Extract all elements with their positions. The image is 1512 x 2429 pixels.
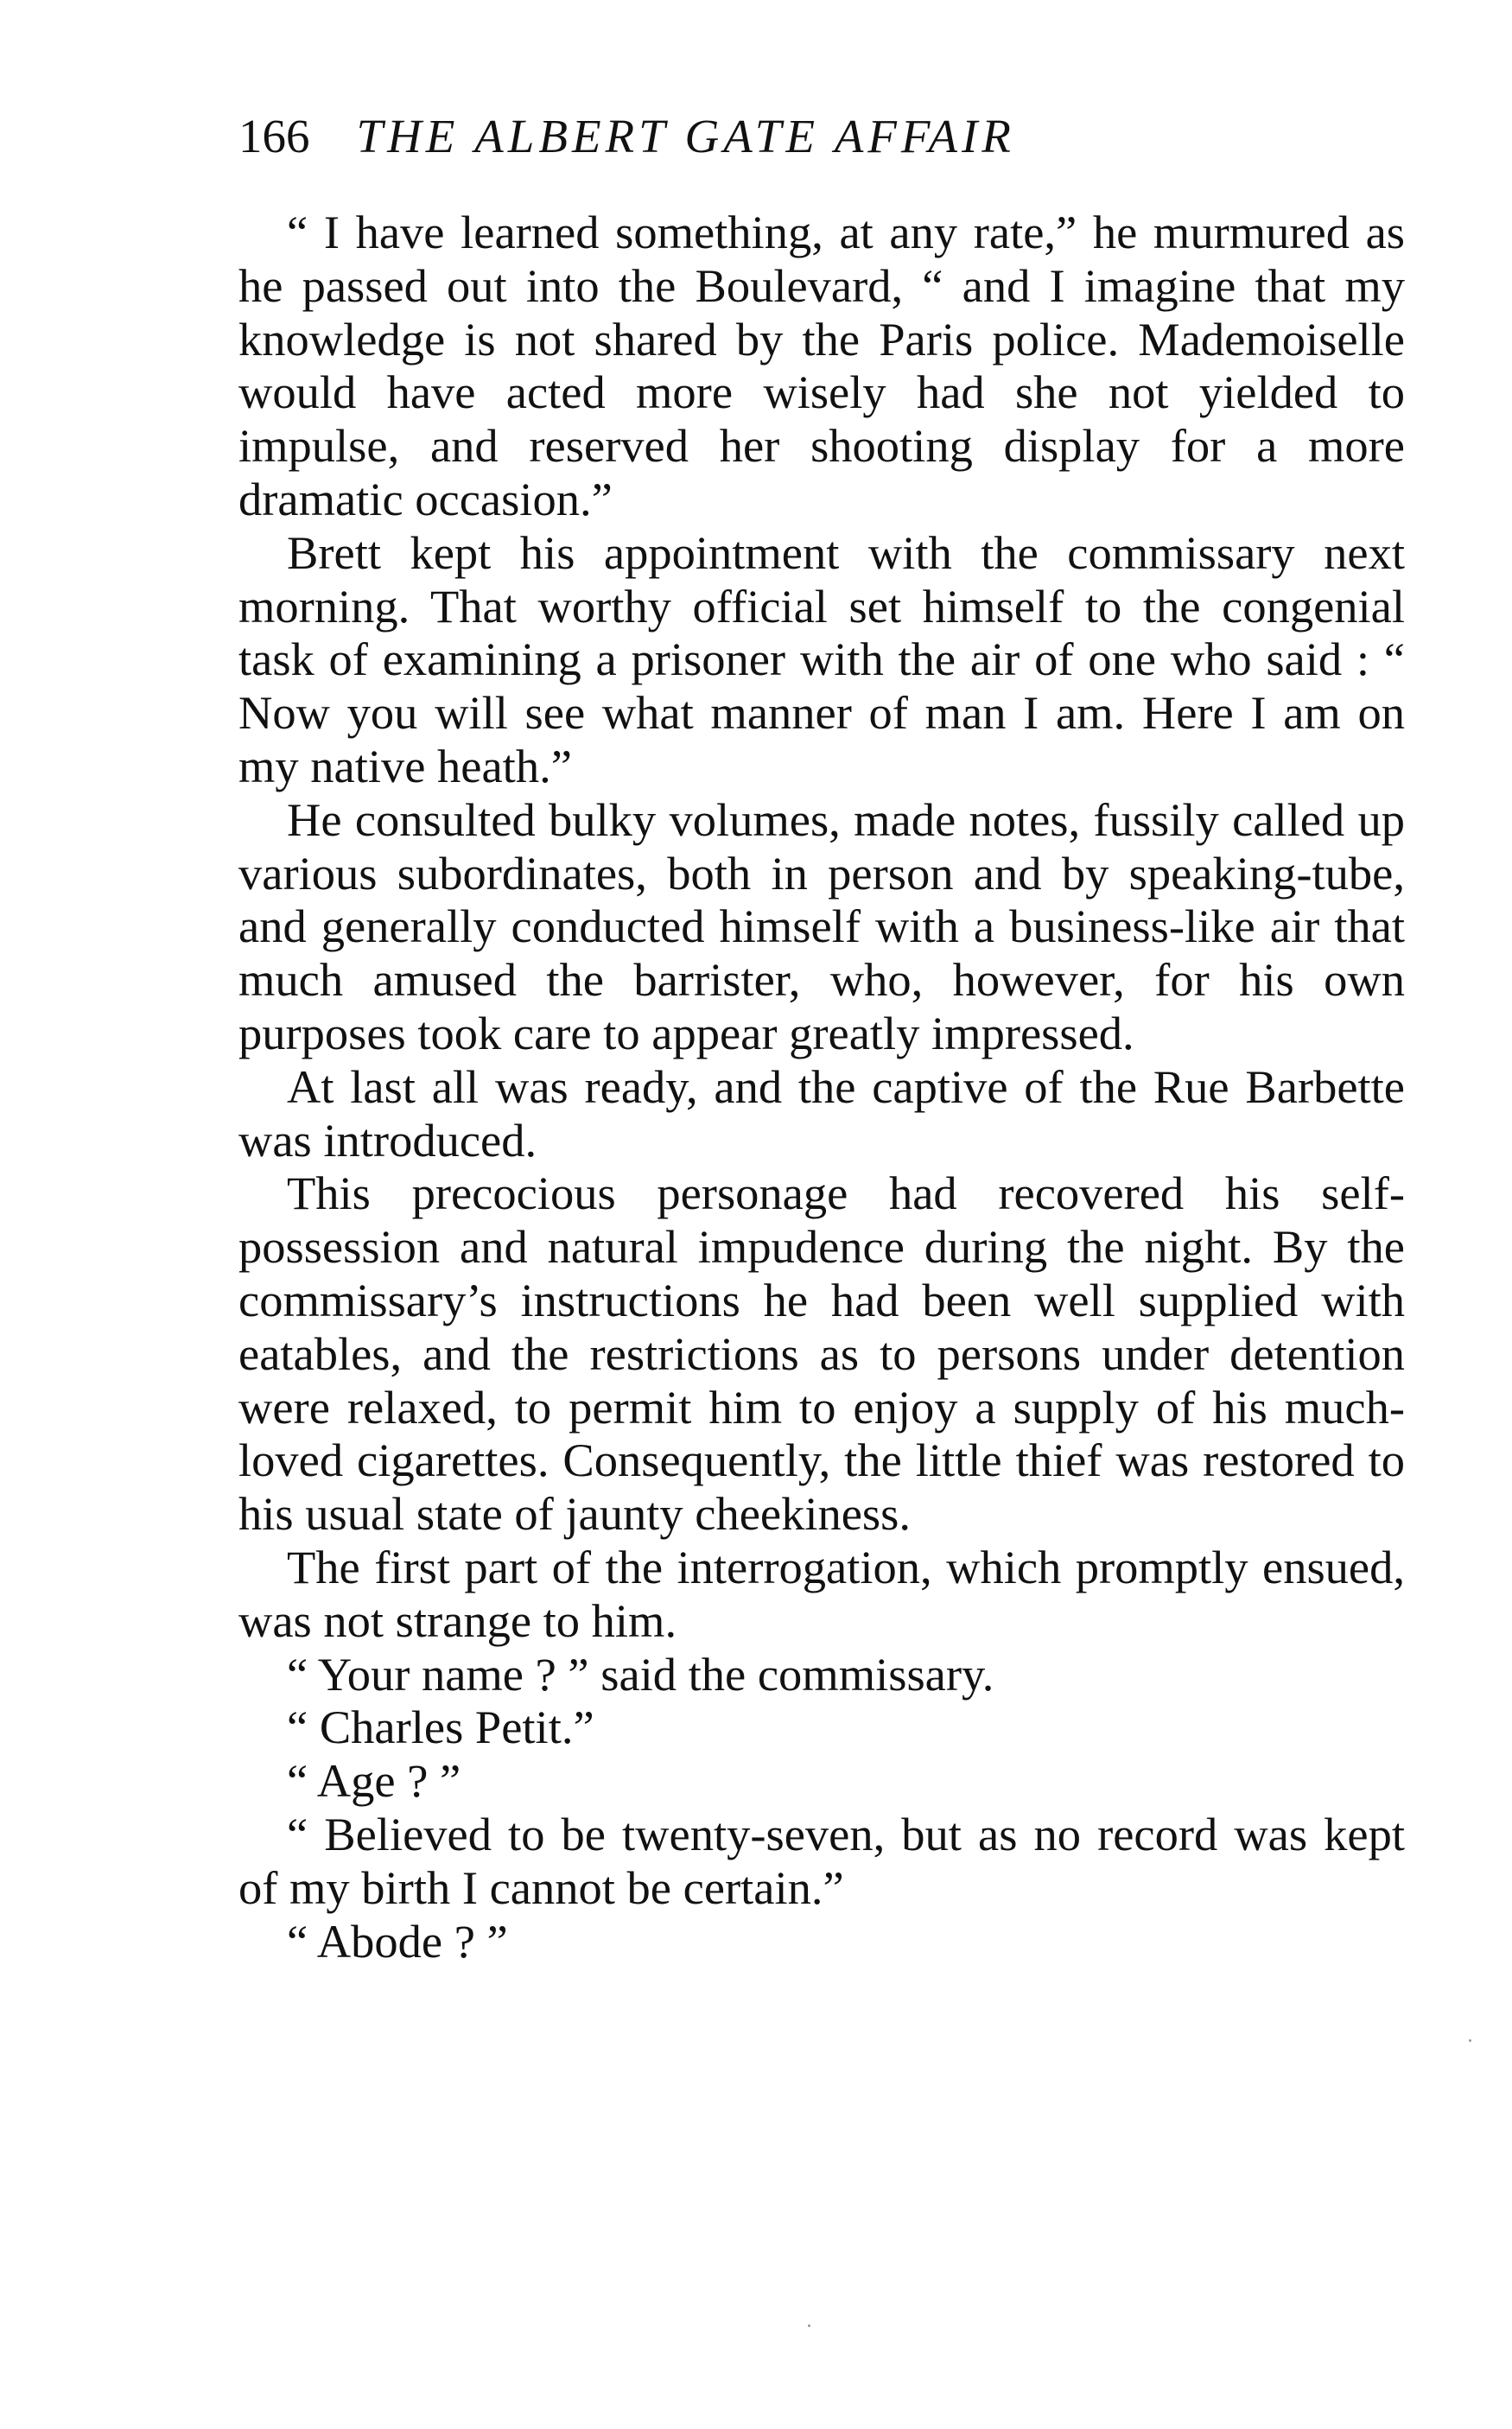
paragraph-2: Brett kept his appointment with the commissary next morning. That worthy official set himself to the congenial task of examining a prisoner with the air of one who said : “ Now you will see what manner of man I am. Here I am on my native heath.” (238, 525, 1405, 792)
running-title: THE ALBERT GATE AFFAIR (356, 110, 1015, 162)
paragraph-6: The first part of the interrogation, which promptly ensued, was not strange to him. (238, 1540, 1405, 1647)
page-number: 166 (238, 110, 310, 162)
dialogue-line-abode-question: “ Abode ? ” (287, 1914, 508, 1968)
dialogue-line-name-question: “ Your name ? ” said the commissary. (287, 1647, 994, 1701)
dialogue-line-name-answer: “ Charles Petit.” (287, 1701, 594, 1754)
dialogue-line-age-question: “ Age ? ” (287, 1754, 461, 1808)
paragraph-5: This precocious personage had recovered his self-possession and natural impudence during the night. By the commissary’s instructions he had been well supplied with eatables, and the restrictions as to persons under detention were relaxed, to permit him to enjoy a supply of his much-loved cigarettes. Consequently, the little thief was restored to his usual state of jaunty cheekiness. (238, 1167, 1405, 1541)
running-header (238, 102, 1396, 171)
paragraph-3: He consulted bulky volumes, made notes, fussily called up various subordinates, both in person and by speaking-tube, and generally conducted himself with a business-like air that much amused the barrister, who, however, for his own purposes took care to appear greatly impressed. (238, 792, 1405, 1059)
paragraph-1: “ I have learned something, at any rate,” he murmured as he passed out into the Boulevard, “ and I imagine that my knowledge is not shared by the Paris police. Mademoiselle would have acted more wisely had she not yielded to impulse, and reserved her shooting display for a more dramatic occasion.” (238, 206, 1405, 525)
dialogue-line-age-answer: “ Believed to be twenty-seven, but as no record was kept of my birth I cannot be certain.” (238, 1807, 1405, 1914)
paper-speck (808, 2324, 810, 2327)
paragraph-4: At last all was ready, and the captive of the Rue Barbette was introduced. (238, 1059, 1405, 1167)
body-text (238, 206, 1405, 1968)
paper-speck (1469, 2039, 1471, 2042)
